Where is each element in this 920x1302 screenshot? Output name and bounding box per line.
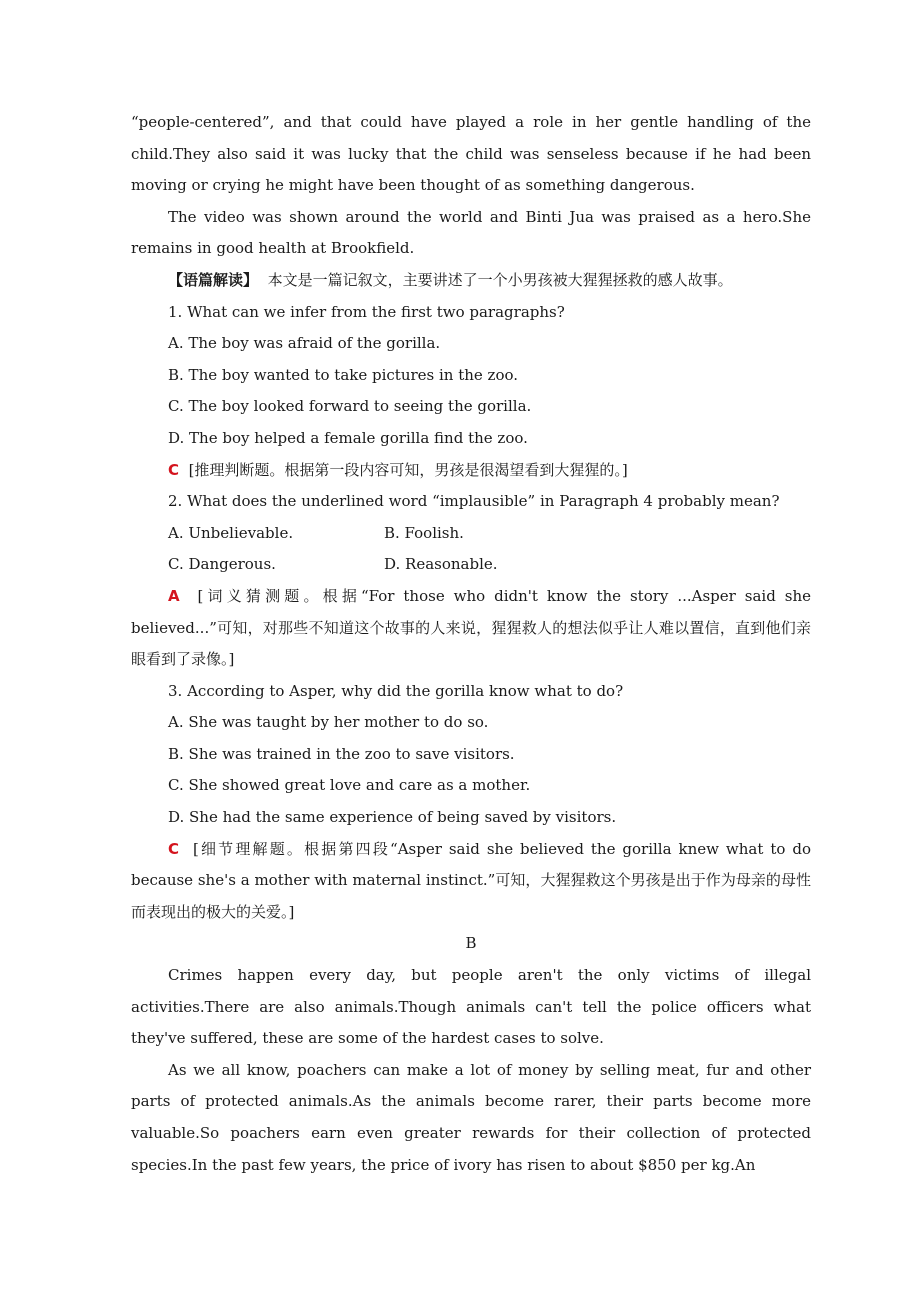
document-page — [131, 107, 811, 1181]
question-option: C. Dangerous. — [168, 555, 276, 574]
explanation-text: [推理判断题。根据第一段内容可知，男孩是很渴望看到大猩猩的。] — [188, 460, 628, 479]
answer-explanation — [131, 581, 811, 676]
section-title: B — [465, 934, 477, 953]
question-option: C. She showed great love and care as a mother. — [168, 776, 531, 795]
answer-letter: A — [168, 586, 180, 605]
question-stem: 2. What does the underlined word “implausible” in Paragraph 4 probably mean? — [168, 492, 780, 511]
option-row — [131, 549, 811, 581]
passage-a-paragraph: The video was shown around the world and Binti Jua was praised as a hero.She remains in good health at Brookfield. — [131, 207, 811, 258]
question-option: D. She had the same experience of being saved by visitors. — [168, 808, 617, 827]
question-option: D. Reasonable. — [384, 555, 498, 574]
answer-letter: C — [168, 460, 180, 479]
passage-b-paragraph: Crimes happen every day, but people aren't the only victims of illegal activities.There are also animals.Though animals can't tell the police officers what they've suffered, these are some of the hardest cases to solve. — [131, 966, 811, 1048]
question-option: B. Foolish. — [384, 523, 464, 542]
answer-explanation — [131, 834, 811, 929]
answer-letter: C — [168, 839, 180, 858]
analysis-text: 本文是一篇记叙文，主要讲述了一个小男孩被大猩猩拯救的感人故事。 — [267, 270, 733, 289]
passage-a-paragraph: “people-centered”, and that could have played a role in her gentle handling of the child.They also said it was lucky that the child was senseless because if he had been moving or crying he might have been thought of as something dangerous. — [131, 113, 811, 195]
option-row — [131, 518, 811, 550]
question-option: A. Unbelievable. — [168, 523, 294, 542]
explanation-text: [词义猜测题。根据“For those who didn't know the story ...Asper said she believed...”可知，对那些不知道这个故事的人来说，猩猩救人的想法似乎让人难以置信，直到他们亲眼看到了录像。] — [131, 586, 811, 669]
answer-explanation — [131, 455, 811, 487]
question-option: C. The boy looked forward to seeing the gorilla. — [168, 397, 532, 416]
question-stem: 3. According to Asper, why did the gorilla know what to do? — [168, 681, 624, 700]
question-option: D. The boy helped a female gorilla find the zoo. — [168, 428, 528, 447]
passage-b-paragraph: As we all know, poachers can make a lot of money by selling meat, fur and other parts of protected animals.As the animals become rarer, their parts become more valuable.So poachers earn even greater rewards for their collection of protected species.In the past few years, the price of ivory has risen to about $850 per kg.An — [131, 1060, 811, 1174]
analysis-label: 【语篇解读】 — [168, 270, 259, 289]
question-option: B. The boy wanted to take pictures in the zoo. — [168, 365, 519, 384]
explanation-text: [细节理解题。根据第四段“Asper said she believed the gorilla knew what to do because she's a mother with maternal instinct.”可知，大猩猩救这个男孩是出于作为母亲的母性而表现出的极大的关爱。] — [131, 839, 811, 921]
question-stem: 1. What can we infer from the first two paragraphs? — [168, 302, 565, 321]
question-option: B. She was trained in the zoo to save visitors. — [168, 744, 515, 763]
question-option: A. The boy was afraid of the gorilla. — [168, 334, 441, 353]
question-option: A. She was taught by her mother to do so. — [168, 713, 489, 732]
text-analysis — [131, 265, 811, 297]
